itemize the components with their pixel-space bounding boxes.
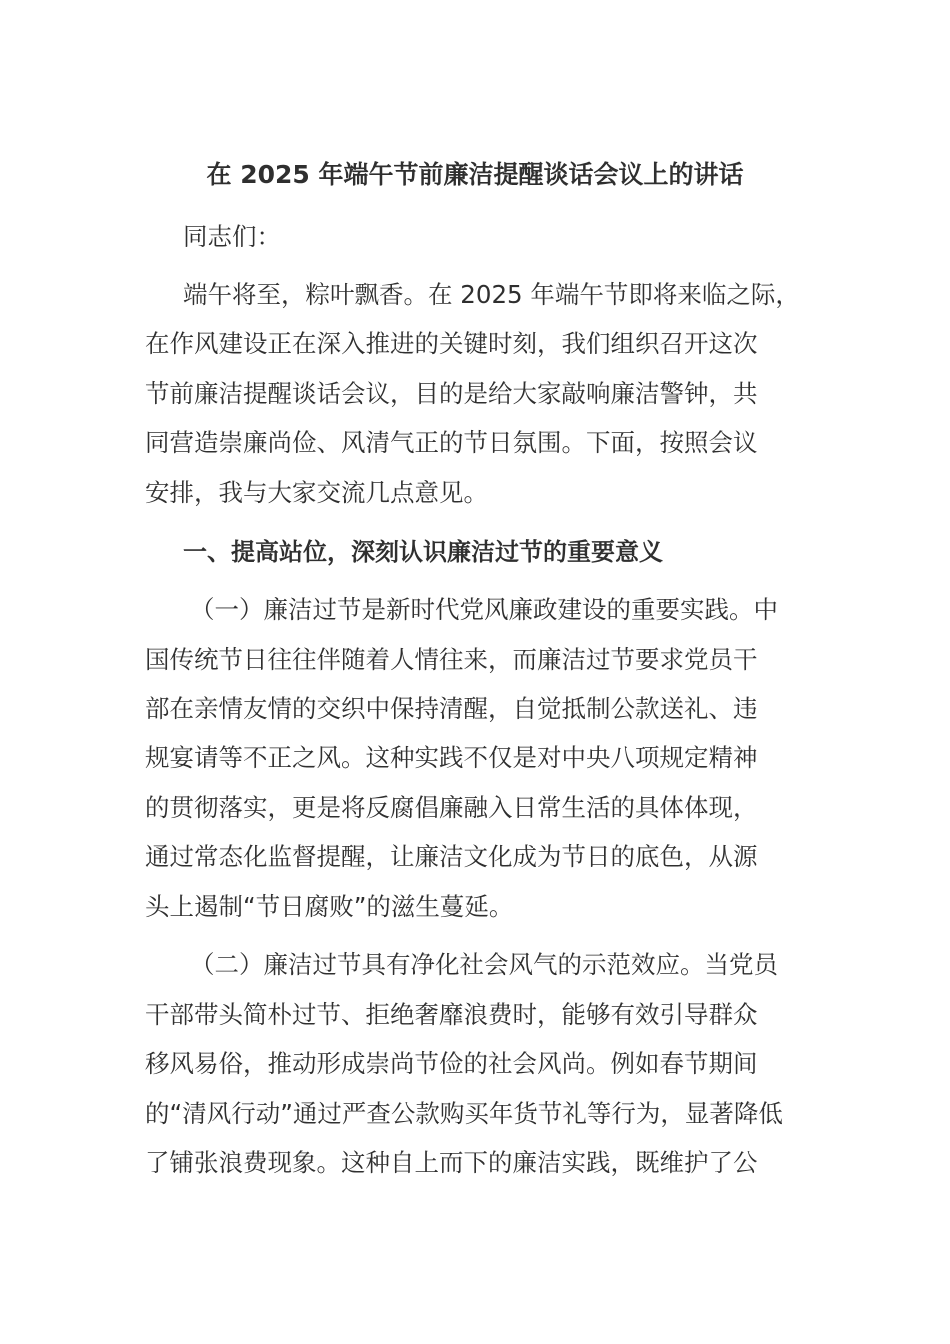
paragraph-line: 部在亲情友情的交织中保持清醒，自觉抵制公款送礼、违 bbox=[145, 694, 758, 723]
document-title: 在 2025 年端午节前廉洁提醒谈话会议上的讲话 bbox=[206, 160, 744, 189]
paragraph-line: （一）廉洁过节是新时代党风廉政建设的重要实践。中 bbox=[190, 595, 778, 624]
paragraph-line: 通过常态化监督提醒，让廉洁文化成为节日的底色，从源 bbox=[145, 842, 758, 871]
paragraph-line: 规宴请等不正之风。这种实践不仅是对中央八项规定精神 bbox=[145, 743, 758, 772]
paragraph-line: 干部带头简朴过节、拒绝奢靡浪费时，能够有效引导群众 bbox=[145, 1000, 758, 1029]
intro-line: 端午将至，粽叶飘香。在 2025 年端午节即将来临之际， bbox=[183, 280, 800, 309]
paragraph-line: 头上遏制“节日腐败”的滋生蔓延。 bbox=[145, 892, 514, 921]
intro-line: 同营造崇廉尚俭、风清气正的节日氛围。下面，按照会议 bbox=[145, 428, 758, 457]
paragraph-line: 的“清风行动”通过严查公款购买年货节礼等行为，显著降低 bbox=[145, 1099, 783, 1128]
intro-line: 安排，我与大家交流几点意见。 bbox=[145, 478, 488, 507]
paragraph-line: 了铺张浪费现象。这种自上而下的廉洁实践，既维护了公 bbox=[145, 1148, 758, 1177]
intro-line: 节前廉洁提醒谈话会议，目的是给大家敲响廉洁警钟，共 bbox=[145, 379, 758, 408]
paragraph-line: 国传统节日往往伴随着人情往来，而廉洁过节要求党员干 bbox=[145, 645, 758, 674]
paragraph-line: （二）廉洁过节具有净化社会风气的示范效应。当党员 bbox=[190, 950, 778, 979]
section-heading: 一、提高站位，深刻认识廉洁过节的重要意义 bbox=[183, 538, 663, 566]
intro-line: 在作风建设正在深入推进的关键时刻，我们组织召开这次 bbox=[145, 329, 758, 358]
paragraph-line: 移风易俗，推动形成崇尚节俭的社会风尚。例如春节期间 bbox=[145, 1049, 758, 1078]
paragraph-line: 的贯彻落实，更是将反腐倡廉融入日常生活的具体体现， bbox=[145, 793, 758, 822]
salutation: 同志们： bbox=[183, 222, 281, 251]
